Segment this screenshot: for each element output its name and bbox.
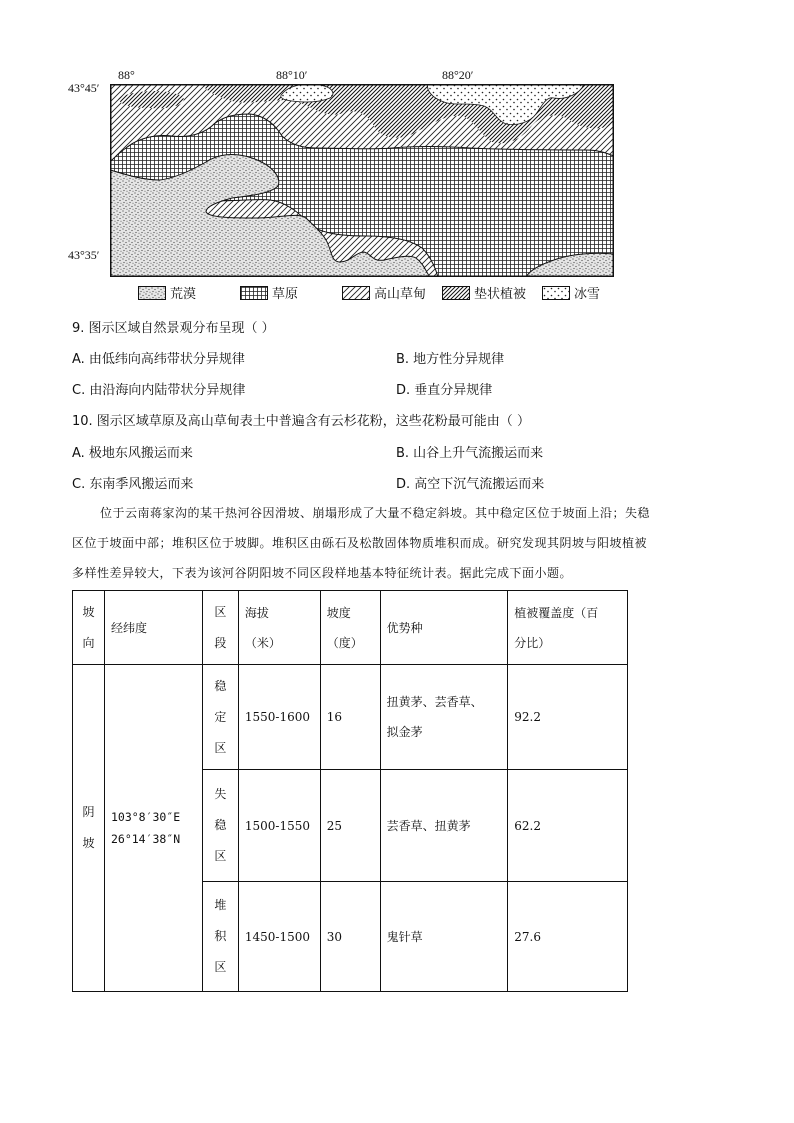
passage-line-1: 位于云南蒋家沟的某干热河谷因滑坡、崩塌形成了大量不稳定斜坡。其中稳定区位于坡面上沿；失稳 <box>100 506 651 520</box>
header-slope: 坡度 （度） <box>320 591 380 665</box>
slope-cell: 25 <box>320 770 380 882</box>
grass-swatch-icon <box>240 286 268 300</box>
altitude-cell: 1550-1600 <box>238 665 320 770</box>
q9-option-a[interactable]: A. 由低纬向高纬带状分异规律 <box>72 352 245 367</box>
header-coords: 经纬度 <box>104 591 202 665</box>
altitude-cell: 1450-1500 <box>238 882 320 992</box>
species-cell: 鬼针草 <box>380 882 508 992</box>
section-cell: 稳 定 区 <box>202 665 238 770</box>
lon-label-88-10: 88°10′ <box>276 68 308 82</box>
lat-label-43-45: 43°45′ <box>68 81 100 95</box>
lon-label-88-20: 88°20′ <box>442 68 474 82</box>
header-species: 优势种 <box>380 591 508 665</box>
table-row <box>73 665 628 770</box>
aspect-cell: 阴 坡 <box>73 665 105 992</box>
q10-option-d[interactable]: D. 高空下沉气流搬运而来 <box>396 477 545 492</box>
passage-line-2: 区位于坡面中部；堆积区位于坡脚。堆积区由砾石及松散固体物质堆积而成。研究发现其阴坡与阳坡植被 <box>72 536 648 550</box>
legend-meadow: 高山草甸 <box>342 283 426 302</box>
q9-option-d[interactable]: D. 垂直分异规律 <box>396 383 493 398</box>
passage-line-3: 多样性差异较大，下表为该河谷阴阳坡不同区段样地基本特征统计表。据此完成下面小题。 <box>72 566 573 580</box>
slope-cell: 30 <box>320 882 380 992</box>
header-section: 区 段 <box>202 591 238 665</box>
header-coverage: 植被覆盖度（百 分比） <box>508 591 628 665</box>
q9-stem: 9. 图示区域自然景观分布呈现（ ） <box>72 321 275 336</box>
coverage-cell: 92.2 <box>508 665 628 770</box>
snow-swatch-icon <box>542 286 570 300</box>
lat-label-43-35: 43°35′ <box>68 248 100 262</box>
legend-grass: 草原 <box>240 283 298 302</box>
legend-cushion: 垫状植被 <box>442 283 526 302</box>
table-header-row <box>73 591 628 665</box>
coverage-cell: 62.2 <box>508 770 628 882</box>
q9-option-c[interactable]: C. 由沿海向内陆带状分异规律 <box>72 383 246 398</box>
section-cell: 堆 积 区 <box>202 882 238 992</box>
legend-desert: 荒漠 <box>138 283 196 302</box>
q10-stem: 10. 图示区域草原及高山草甸表土中普遍含有云杉花粉，这些花粉最可能由（ ） <box>72 414 530 429</box>
desert-swatch-icon <box>138 286 166 300</box>
coords-cell: 103°8′30″E 26°14′38″N <box>104 665 202 992</box>
q10-option-c[interactable]: C. 东南季风搬运而来 <box>72 477 194 492</box>
lon-label-88: 88° <box>118 68 135 82</box>
slope-plot-table <box>72 590 628 992</box>
meadow-swatch-icon <box>342 286 370 300</box>
cushion-swatch-icon <box>442 286 470 300</box>
q10-option-a[interactable]: A. 极地东风搬运而来 <box>72 446 193 461</box>
species-cell: 扭黄茅、芸香草、 拟金茅 <box>380 665 508 770</box>
header-aspect: 坡 向 <box>73 591 105 665</box>
species-cell: 芸香草、扭黄茅 <box>380 770 508 882</box>
header-altitude: 海拔 （米） <box>238 591 320 665</box>
legend-snow: 冰雪 <box>542 283 600 302</box>
q9-option-b[interactable]: B. 地方性分异规律 <box>396 352 505 367</box>
altitude-cell: 1500-1550 <box>238 770 320 882</box>
q10-option-b[interactable]: B. 山谷上升气流搬运而来 <box>396 446 544 461</box>
section-cell: 失 稳 区 <box>202 770 238 882</box>
coverage-cell: 27.6 <box>508 882 628 992</box>
vegetation-map <box>110 84 614 277</box>
slope-cell: 16 <box>320 665 380 770</box>
